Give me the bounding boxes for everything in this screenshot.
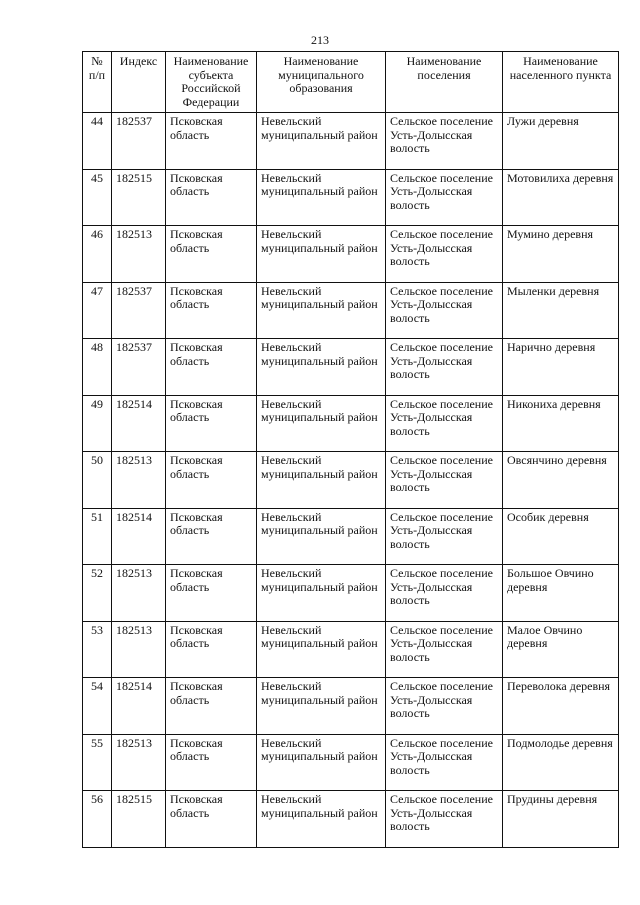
row-municipality-cell: Невельский муниципальный район xyxy=(257,508,386,565)
row-settlement-cell: Сельское поселение Усть-Долысская волость xyxy=(386,565,503,622)
row-index-cell: 182513 xyxy=(112,734,166,791)
row-locality-cell: Лужи деревня xyxy=(503,113,619,170)
row-settlement-cell: Сельское поселение Усть-Долысская волость xyxy=(386,282,503,339)
table-row xyxy=(83,113,619,170)
row-locality-cell: Подмолодье деревня xyxy=(503,734,619,791)
table-row xyxy=(83,452,619,509)
row-number-cell: 52 xyxy=(83,565,112,622)
settlements-table xyxy=(82,51,619,848)
row-number-cell: 49 xyxy=(83,395,112,452)
row-municipality-cell: Невельский муниципальный район xyxy=(257,395,386,452)
table-row xyxy=(83,791,619,848)
row-subject-cell: Псковская область xyxy=(166,282,257,339)
row-locality-cell: Мыленки деревня xyxy=(503,282,619,339)
row-locality-cell: Переволока деревня xyxy=(503,678,619,735)
row-settlement-cell: Сельское поселение Усть-Долысская волость xyxy=(386,113,503,170)
table-row xyxy=(83,678,619,735)
row-locality-cell: Нарично деревня xyxy=(503,339,619,396)
row-index-cell: 182513 xyxy=(112,452,166,509)
row-settlement-cell: Сельское поселение Усть-Долысская волость xyxy=(386,169,503,226)
row-locality-cell: Большое Овчино деревня xyxy=(503,565,619,622)
header-subject: Наименование субъекта Российской Федерации xyxy=(166,52,257,113)
row-locality-cell: Малое Овчино деревня xyxy=(503,621,619,678)
row-subject-cell: Псковская область xyxy=(166,226,257,283)
table-row xyxy=(83,621,619,678)
table-row xyxy=(83,169,619,226)
row-subject-cell: Псковская область xyxy=(166,508,257,565)
row-number-cell: 53 xyxy=(83,621,112,678)
row-municipality-cell: Невельский муниципальный район xyxy=(257,678,386,735)
table-body xyxy=(83,113,619,848)
row-number-cell: 46 xyxy=(83,226,112,283)
row-municipality-cell: Невельский муниципальный район xyxy=(257,282,386,339)
row-locality-cell: Мумино деревня xyxy=(503,226,619,283)
row-index-cell: 182513 xyxy=(112,621,166,678)
row-subject-cell: Псковская область xyxy=(166,734,257,791)
row-subject-cell: Псковская область xyxy=(166,339,257,396)
row-number-cell: 55 xyxy=(83,734,112,791)
header-locality: Наименование населенного пункта xyxy=(503,52,619,113)
row-settlement-cell: Сельское поселение Усть-Долысская волость xyxy=(386,339,503,396)
row-municipality-cell: Невельский муниципальный район xyxy=(257,791,386,848)
header-municipality: Наименование муниципального образования xyxy=(257,52,386,113)
table-row xyxy=(83,734,619,791)
row-number-cell: 48 xyxy=(83,339,112,396)
row-index-cell: 182537 xyxy=(112,339,166,396)
row-locality-cell: Мотовилиха деревня xyxy=(503,169,619,226)
row-number-cell: 47 xyxy=(83,282,112,339)
header-number: № п/п xyxy=(83,52,112,113)
row-subject-cell: Псковская область xyxy=(166,395,257,452)
row-settlement-cell: Сельское поселение Усть-Долысская волость xyxy=(386,734,503,791)
row-municipality-cell: Невельский муниципальный район xyxy=(257,113,386,170)
table-header-row xyxy=(83,52,619,113)
table-row xyxy=(83,508,619,565)
row-subject-cell: Псковская область xyxy=(166,621,257,678)
header-settlement: Наименование поселения xyxy=(386,52,503,113)
row-locality-cell: Особик деревня xyxy=(503,508,619,565)
row-settlement-cell: Сельское поселение Усть-Долысская волость xyxy=(386,678,503,735)
row-municipality-cell: Невельский муниципальный район xyxy=(257,734,386,791)
row-index-cell: 182513 xyxy=(112,226,166,283)
row-municipality-cell: Невельский муниципальный район xyxy=(257,452,386,509)
row-subject-cell: Псковская область xyxy=(166,678,257,735)
row-subject-cell: Псковская область xyxy=(166,452,257,509)
table-row xyxy=(83,282,619,339)
row-number-cell: 45 xyxy=(83,169,112,226)
row-locality-cell: Овсянчино деревня xyxy=(503,452,619,509)
row-index-cell: 182537 xyxy=(112,113,166,170)
table-row xyxy=(83,226,619,283)
row-locality-cell: Никониха деревня xyxy=(503,395,619,452)
row-index-cell: 182515 xyxy=(112,169,166,226)
row-municipality-cell: Невельский муниципальный район xyxy=(257,339,386,396)
row-settlement-cell: Сельское поселение Усть-Долысская волость xyxy=(386,508,503,565)
row-index-cell: 182537 xyxy=(112,282,166,339)
row-index-cell: 182514 xyxy=(112,395,166,452)
row-municipality-cell: Невельский муниципальный район xyxy=(257,621,386,678)
row-locality-cell: Прудины деревня xyxy=(503,791,619,848)
row-number-cell: 50 xyxy=(83,452,112,509)
row-subject-cell: Псковская область xyxy=(166,169,257,226)
row-index-cell: 182513 xyxy=(112,565,166,622)
row-subject-cell: Псковская область xyxy=(166,113,257,170)
row-settlement-cell: Сельское поселение Усть-Долысская волость xyxy=(386,452,503,509)
row-settlement-cell: Сельское поселение Усть-Долысская волость xyxy=(386,621,503,678)
table-row xyxy=(83,395,619,452)
row-number-cell: 51 xyxy=(83,508,112,565)
row-municipality-cell: Невельский муниципальный район xyxy=(257,169,386,226)
row-settlement-cell: Сельское поселение Усть-Долысская волость xyxy=(386,395,503,452)
page-number: 213 xyxy=(311,33,329,47)
row-settlement-cell: Сельское поселение Усть-Долысская волость xyxy=(386,226,503,283)
row-number-cell: 54 xyxy=(83,678,112,735)
header-index: Индекс xyxy=(112,52,166,113)
row-municipality-cell: Невельский муниципальный район xyxy=(257,226,386,283)
row-number-cell: 44 xyxy=(83,113,112,170)
table-row xyxy=(83,565,619,622)
row-subject-cell: Псковская область xyxy=(166,791,257,848)
row-municipality-cell: Невельский муниципальный район xyxy=(257,565,386,622)
row-subject-cell: Псковская область xyxy=(166,565,257,622)
table-row xyxy=(83,339,619,396)
row-number-cell: 56 xyxy=(83,791,112,848)
row-index-cell: 182514 xyxy=(112,678,166,735)
row-index-cell: 182515 xyxy=(112,791,166,848)
row-settlement-cell: Сельское поселение Усть-Долысская волость xyxy=(386,791,503,848)
row-index-cell: 182514 xyxy=(112,508,166,565)
